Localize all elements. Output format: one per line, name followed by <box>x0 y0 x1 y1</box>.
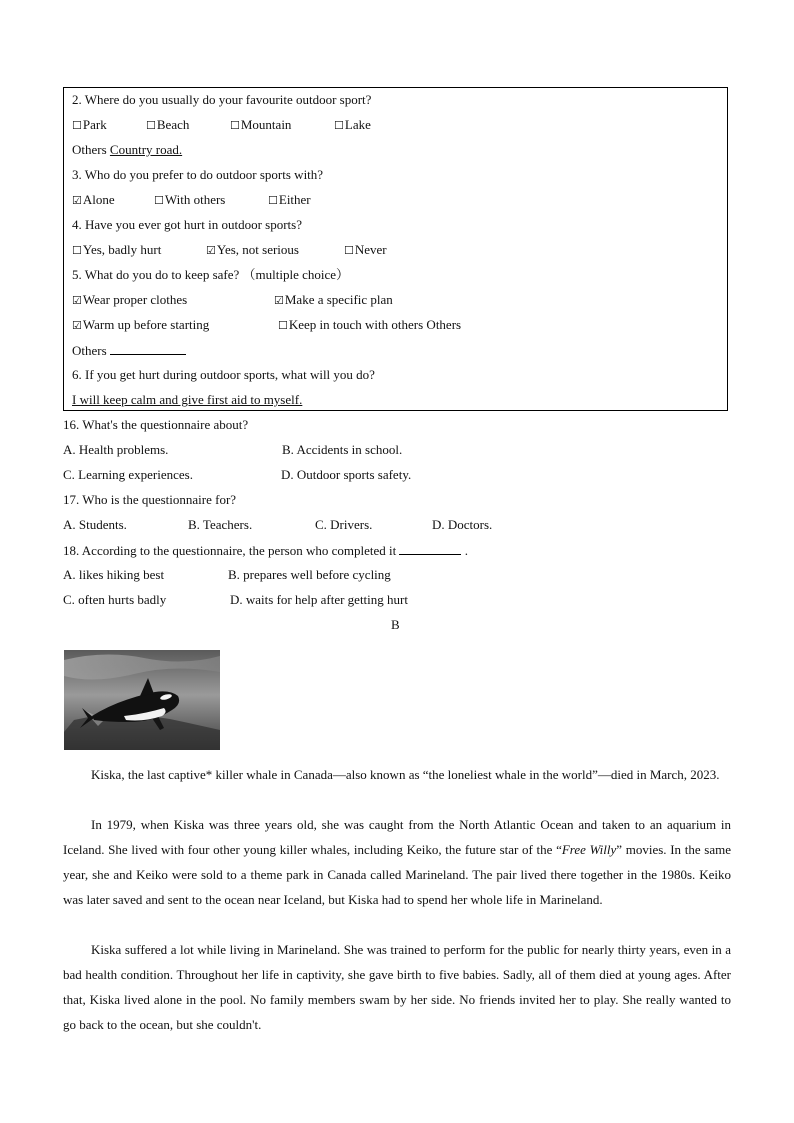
q2-question: 2. Where do you usually do your favourite outdoor sport? <box>72 92 372 107</box>
checkbox-icon: ☐ <box>154 194 164 207</box>
checkbox-icon: ☐ <box>72 244 82 257</box>
checkbox-checked-icon: ☑ <box>72 294 82 307</box>
paragraph-3: Kiska suffered a lot while living in Marineland. She was trained to perform for the public for nearly thirty years, even in a bad health condition. Throughout her life in captivity, she gave birth to five babies. Sadly, all of them died at young ages. After that, Kiska lived alone in the pool. No family members swam by her side. No friends invited her to play. She really wanted to go back to the ocean, but she couldn't. <box>63 942 731 1032</box>
q18-option-c[interactable]: C. often hurts badly <box>63 592 167 607</box>
q5-option-wear-clothes[interactable]: ☑Wear proper clothes <box>72 292 188 307</box>
checkbox-icon: ☐ <box>268 194 278 207</box>
q5-option-keep-in-touch[interactable]: ☐Keep in touch with others Others <box>278 317 462 332</box>
q3-option-alone[interactable]: ☑Alone <box>72 192 115 207</box>
questionnaire-box <box>63 87 728 411</box>
q18-option-d[interactable]: D. waits for help after getting hurt <box>230 592 408 607</box>
q17-stem: 17. Who is the questionnaire for? <box>63 492 237 507</box>
q2-others-answer: Country road. <box>109 142 183 157</box>
checkbox-checked-icon: ☑ <box>72 194 82 207</box>
q6-question: 6. If you get hurt during outdoor sports, what will you do? <box>72 367 375 382</box>
q5-others: Others <box>72 342 186 359</box>
checkbox-checked-icon: ☑ <box>274 294 284 307</box>
checkbox-checked-icon: ☑ <box>206 244 216 257</box>
checkbox-icon: ☐ <box>230 119 240 132</box>
q16-option-d[interactable]: D. Outdoor sports safety. <box>281 467 412 482</box>
checkbox-icon: ☐ <box>334 119 344 132</box>
q3-option-with-others[interactable]: ☐With others <box>154 192 226 207</box>
q4-question: 4. Have you ever got hurt in outdoor sports? <box>72 217 302 232</box>
killer-whale-photo <box>64 650 220 750</box>
q18-option-a[interactable]: A. likes hiking best <box>63 567 165 582</box>
q5-question: 5. What do you do to keep safe? （multiple choice） <box>72 267 350 282</box>
paragraph-1: Kiska, the last captive* killer whale in Canada—also known as “the loneliest whale in the world”—died in March, 2023. <box>91 767 720 782</box>
q18-blank[interactable] <box>399 542 461 555</box>
q16-option-b[interactable]: B. Accidents in school. <box>282 442 403 457</box>
q2-option-park[interactable]: ☐Park <box>72 117 107 132</box>
q2-option-mountain[interactable]: ☐Mountain <box>230 117 292 132</box>
q2-option-lake[interactable]: ☐Lake <box>334 117 371 132</box>
checkbox-icon: ☐ <box>72 119 82 132</box>
q17-option-b[interactable]: B. Teachers. <box>188 517 253 532</box>
q3-option-either[interactable]: ☐Either <box>268 192 311 207</box>
q2-option-beach[interactable]: ☐Beach <box>146 117 190 132</box>
q2-others: Others Country road. <box>72 142 183 157</box>
checkbox-icon: ☐ <box>344 244 354 257</box>
q4-option-badly-hurt[interactable]: ☐Yes, badly hurt <box>72 242 162 257</box>
q5-others-blank[interactable] <box>110 342 186 355</box>
checkbox-icon: ☐ <box>146 119 156 132</box>
section-b-label: B <box>391 617 400 632</box>
checkbox-icon: ☐ <box>278 319 288 332</box>
q16-stem: 16. What's the questionnaire about? <box>63 417 249 432</box>
q18-stem: 18. According to the questionnaire, the person who completed it . <box>63 543 468 558</box>
q4-option-never[interactable]: ☐Never <box>344 242 387 257</box>
q17-option-d[interactable]: D. Doctors. <box>432 517 493 532</box>
paragraph-2: In 1979, when Kiska was three years old, she was caught from the North Atlantic Ocean and taken to an aquarium in Iceland. She lived with four other young killer whales, including Keiko, the future star of the “Free Willy” movies. In the same year, she and Keiko were sold to a theme park in Canada called Marineland. The pair lived there together in the 1980s. Keiko was later saved and sent to the ocean near Iceland, but Kiska had to spend her whole life in Marineland. <box>63 817 731 907</box>
q5-option-warm-up[interactable]: ☑Warm up before starting <box>72 317 210 332</box>
q4-option-not-serious[interactable]: ☑Yes, not serious <box>206 242 299 257</box>
q17-option-c[interactable]: C. Drivers. <box>315 517 373 532</box>
checkbox-checked-icon: ☑ <box>72 319 82 332</box>
q17-option-a[interactable]: A. Students. <box>63 517 127 532</box>
q18-option-b[interactable]: B. prepares well before cycling <box>228 567 391 582</box>
q3-question: 3. Who do you prefer to do outdoor sports with? <box>72 167 324 182</box>
q16-option-c[interactable]: C. Learning experiences. <box>63 467 193 482</box>
q6-answer: I will keep calm and give first aid to myself. <box>72 392 303 407</box>
q16-option-a[interactable]: A. Health problems. <box>63 442 169 457</box>
q5-option-make-plan[interactable]: ☑Make a specific plan <box>274 292 393 307</box>
